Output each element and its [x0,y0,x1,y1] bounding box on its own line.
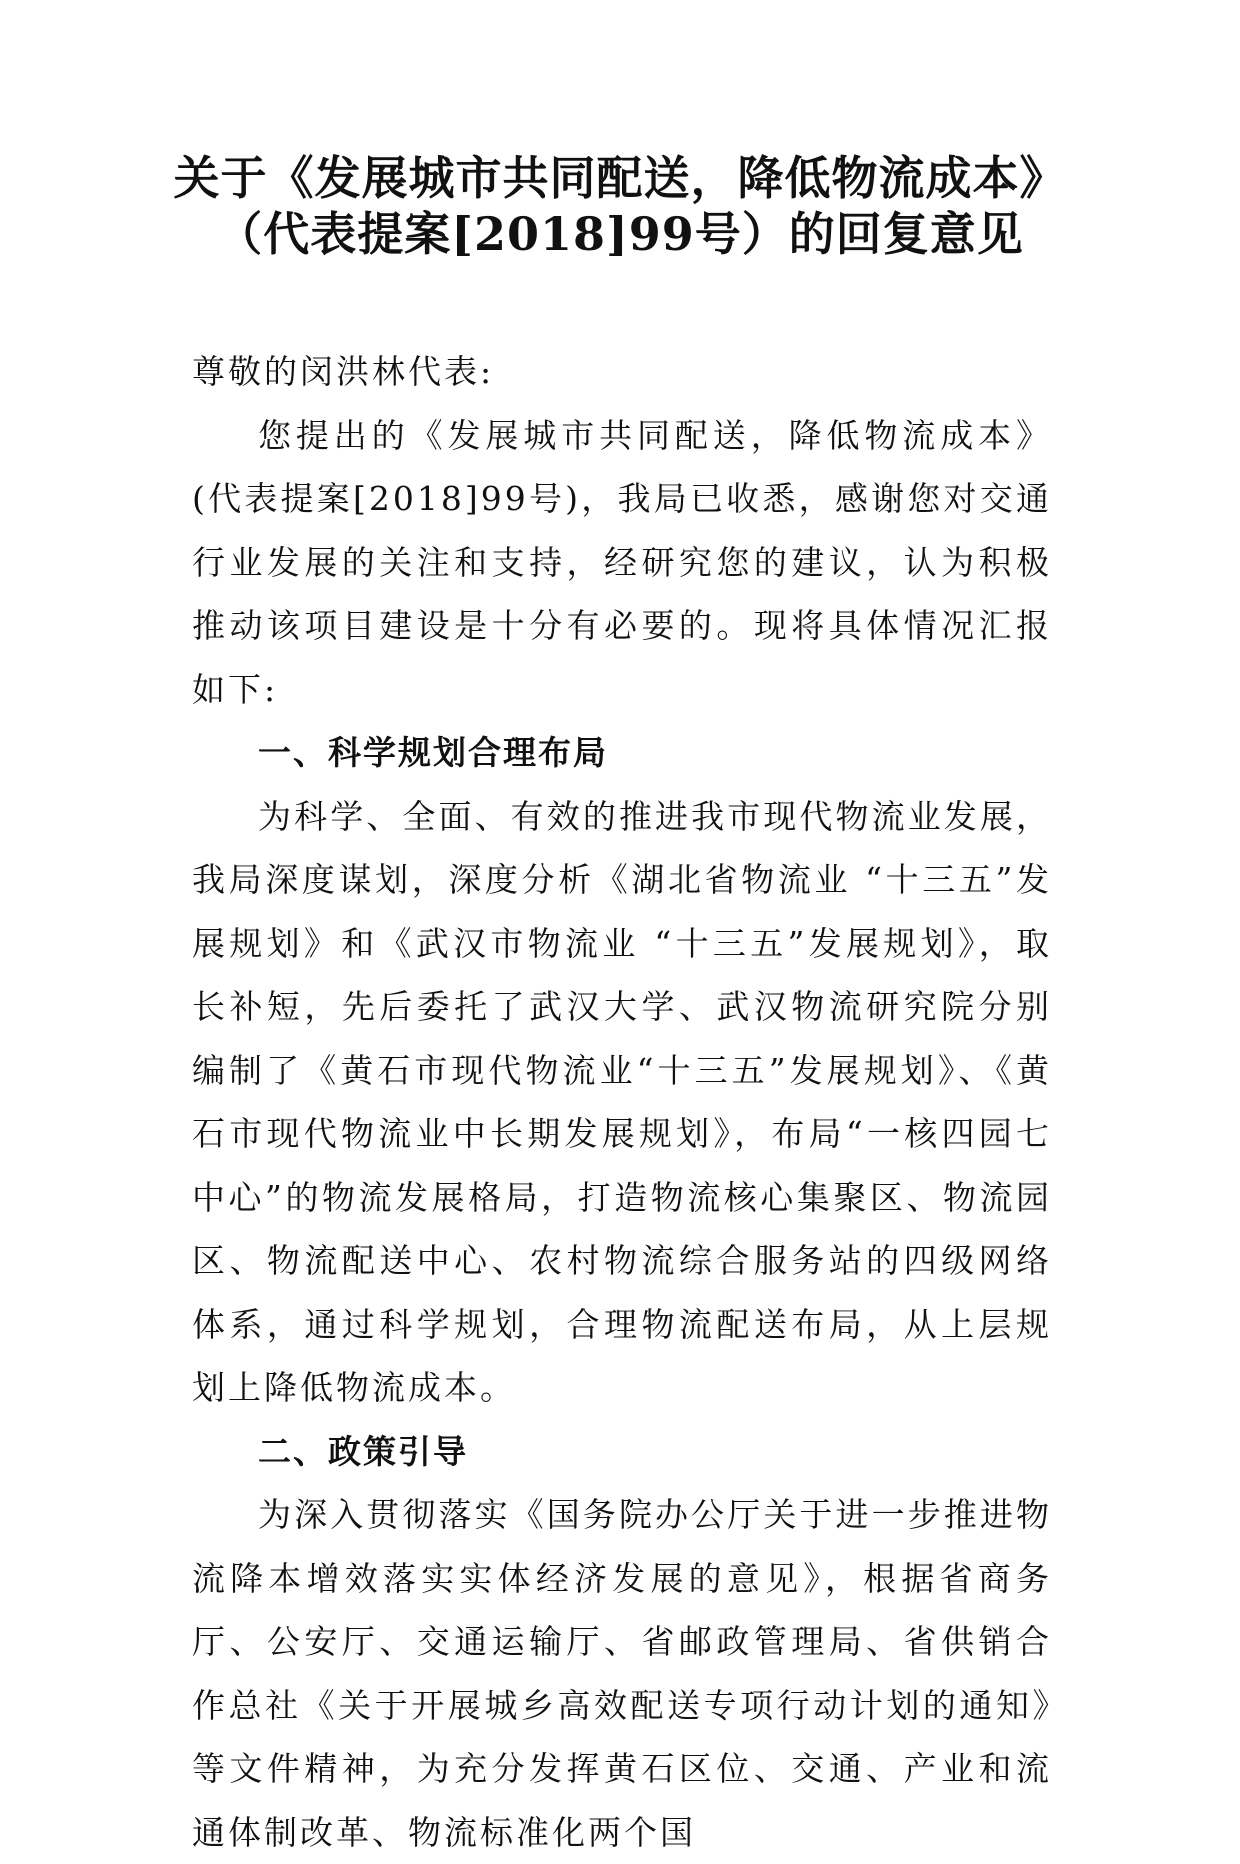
document-title-line-2: （代表提案[2018]99号）的回复意见 [216,207,1024,261]
document-title-line-1: 关于《发展城市共同配送，降低物流成本》 [173,151,1067,205]
section-heading-1: 一、科学规划合理布局 [258,733,608,772]
document-body [192,340,1052,1864]
section-1-paragraph: 为科学、全面、有效的推进我市现代物流业发展，我局深度谋划，深度分析《湖北省物流业 “十三五”发展规划》和《武汉市物流业 “十三五”发展规划》，取长补短，先后委托了武汉大学、武汉物流研究院分别编制了《黄石市现代物流业“十三五”发展规划》、《黄石市现代物流业中长期发展规划》，布局“一核四园七中心”的物流发展格局，打造物流核心集聚区、物流园区、物流配送中心、农村物流综合服务站的四级网络体系，通过科学规划，合理物流配送布局，从上层规划上降低物流成本。 [192,796,1052,1407]
salutation: 尊敬的闵洪林代表: [192,352,495,391]
section-2-paragraph: 为深入贯彻落实《国务院办公厅关于进一步推进物流降本增效落实实体经济发展的意见》，根据省商务厅、公安厅、交通运输厅、省邮政管理局、省供销合作总社《关于开展城乡高效配送专项行动计划的通知》等文件精神，为充分发挥黄石区位、交通、产业和流通体制改革、物流标准化两个国 [192,1495,1052,1852]
intro-paragraph: 您提出的《发展城市共同配送，降低物流成本》(代表提案[2018]99号)，我局已收悉，感谢您对交通行业发展的关注和支持，经研究您的建议，认为积极推动该项目建设是十分有必要的。现将具体情况汇报如下: [192,415,1052,709]
section-heading-2: 二、政策引导 [258,1431,468,1471]
